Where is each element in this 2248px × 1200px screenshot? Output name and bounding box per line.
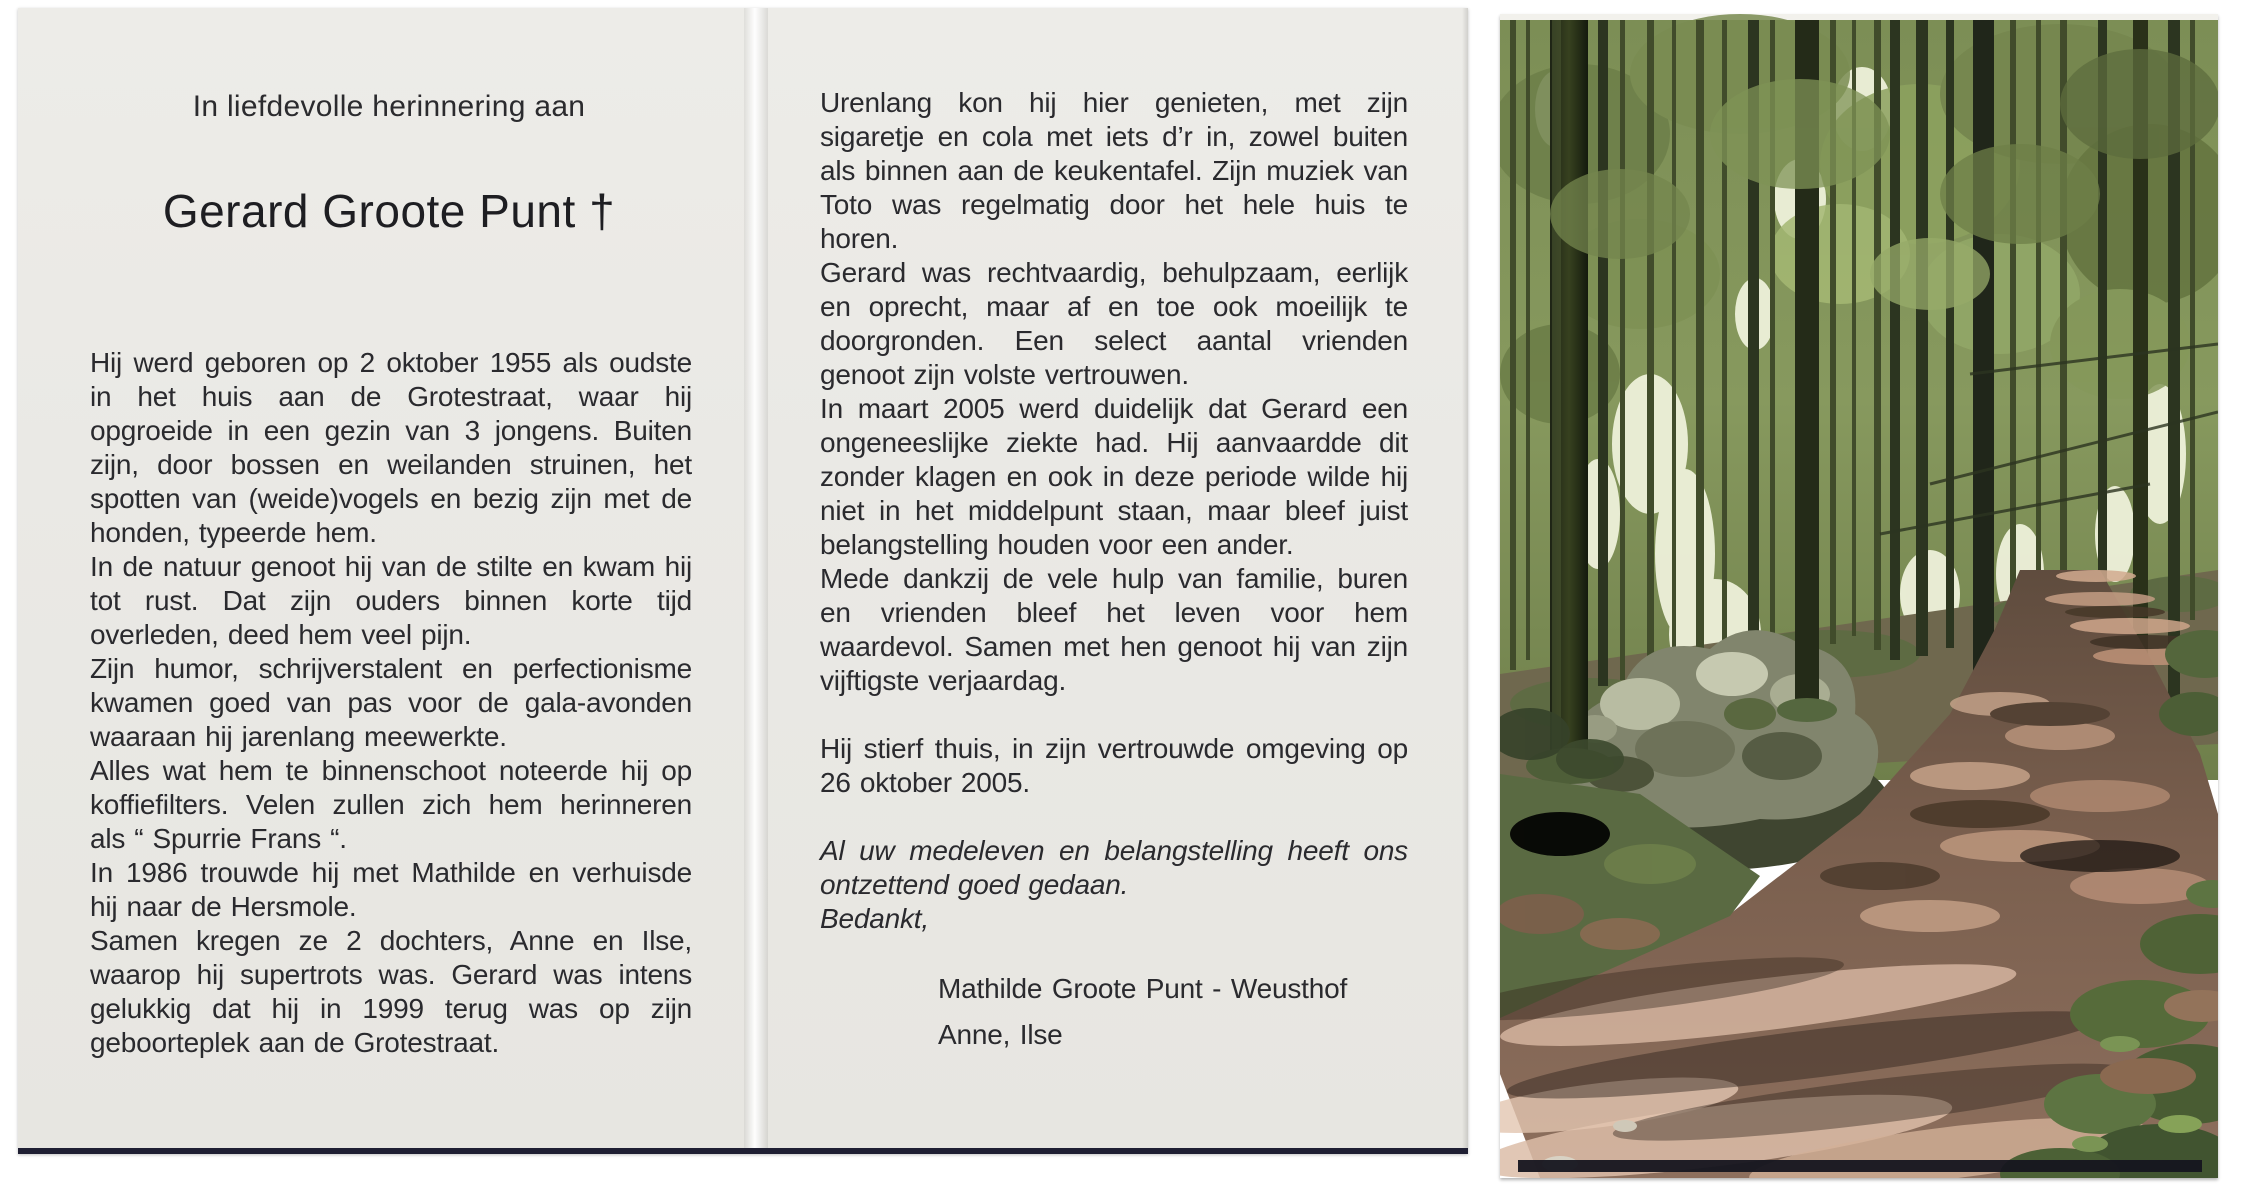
thanks-line: Bedankt, <box>820 903 929 934</box>
card-edge-shadow <box>1462 8 1468 1148</box>
paragraph-birth: Hij werd geboren op 2 oktober 1955 als oudste in het huis aan de Grotestraat, waar hij opgroeide in een gezin van 3 jongens. Buiten zijn, door bossen en weilanden struinen, het spotten van (weide)vogels en bezig zijn met de honden, typeerde hem. <box>90 347 692 548</box>
paragraph-illness: In maart 2005 werd duidelijk dat Gerard een ongeneeslijke ziekte had. Hij aanvaardde dit zonder klagen en ook in deze periode wilde hij niet in het middelpunt staan, maar bleef juist belangstelling houden voor een ander. <box>820 393 1408 560</box>
gratitude-note: Al uw medeleven en belangstelling heeft ons ontzettend goed gedaan. <box>820 835 1408 900</box>
paragraph-daughters: Samen kregen ze 2 dochters, Anne en Ilse, waarop hij supertrots was. Gerard was intens gelukkig dat hij in 1999 terug was op zijn geboorteplek aan de Grotestraat. <box>90 925 692 1058</box>
paragraph-koffiefilters: Alles wat hem te binnenschoot noteerde hij op koffiefilters. Velen zullen zich hem herinneren als “ Spurrie Frans “. <box>90 755 692 854</box>
memorial-card <box>18 8 1468 1154</box>
deceased-name: Gerard Groote Punt † <box>162 185 616 237</box>
card-fold-crease <box>744 8 768 1148</box>
left-page-body <box>90 346 692 1060</box>
forest-photo <box>1500 14 2218 1178</box>
paragraph-nature: In de natuur genoot hij van de stilte en kwam hij tot rust. Dat zijn ouders binnen korte tijd overleden, deed hem veel pijn. <box>90 551 692 650</box>
paragraph-character: Gerard was rechtvaardig, behulpzaam, eerlijk en oprecht, maar af en toe ook moeilijk te doorgronden. Een select aantal vrienden genoot zijn volste vertrouwen. <box>820 257 1408 390</box>
paragraph-marriage: In 1986 trouwde hij met Mathilde en verhuisde hij naar de Hersmole. <box>90 857 692 922</box>
right-page-body <box>820 86 1408 1058</box>
memorial-header: In liefdevolle herinnering aan <box>192 90 586 123</box>
paragraph-support: Mede dankzij de vele hulp van familie, buren en vrienden bleef het leven voor hem waardevol. Samen met hen genoot hij van zijn vijftigste verjaardag. <box>820 563 1408 696</box>
signature-daughters: Anne, Ilse <box>938 1019 1063 1050</box>
forest-photo-illustration <box>1500 14 2218 1178</box>
death-notice: Hij stierf thuis, in zijn vertrouwde omgeving op 26 oktober 2005. <box>820 733 1408 798</box>
paragraph-humor: Zijn humor, schrijverstalent en perfectionisme kwamen goed van pas voor de gala-avonden waaraan hij jarenlang meewerkte. <box>90 653 692 752</box>
paragraph-enjoyment: Urenlang kon hij hier genieten, met zijn sigaretje en cola met iets d’r in, zowel buiten als binnen aan de keukentafel. Zijn muziek van Toto was regelmatig door het hele huis te horen. <box>820 87 1408 254</box>
signature-widow: Mathilde Groote Punt - Weusthof <box>938 973 1348 1004</box>
signature-block <box>820 966 1408 1058</box>
